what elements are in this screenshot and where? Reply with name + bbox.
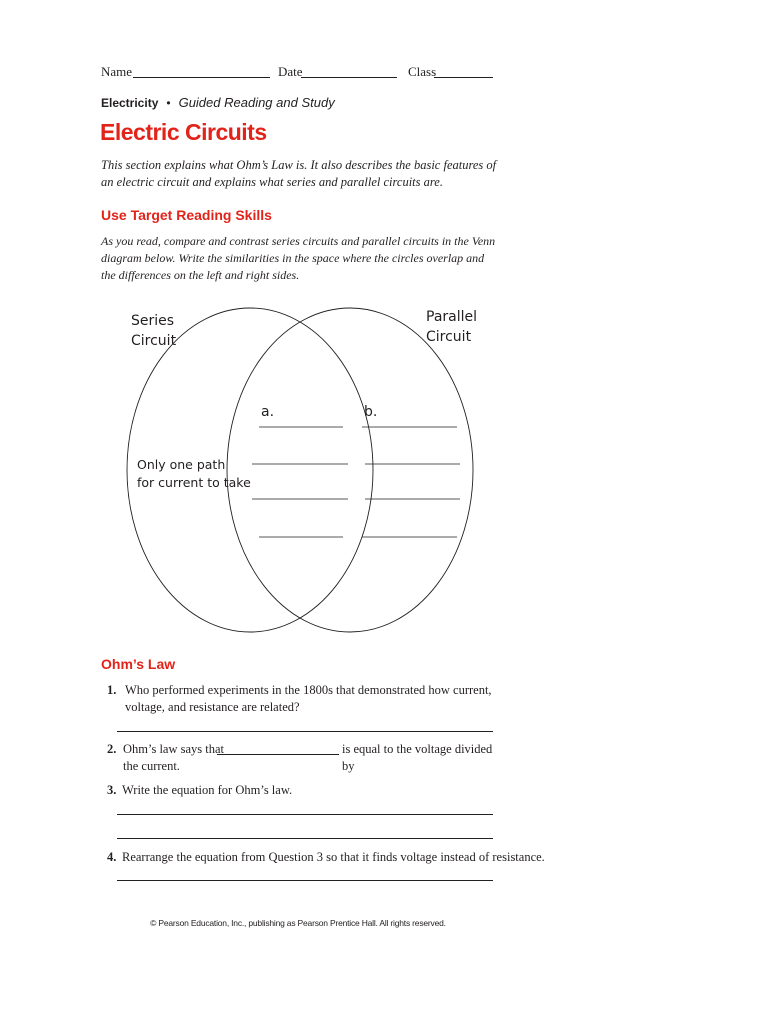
question-number: 2. [107, 742, 117, 756]
question-number: 4. [107, 850, 117, 864]
separator-bullet: • [166, 96, 171, 110]
series-label-line2: Circuit [131, 333, 177, 349]
student-info-row [101, 64, 501, 82]
question-text-line2: the current. [123, 759, 180, 773]
parallel-circuit-label [426, 307, 477, 347]
question-3-answer-line[interactable] [117, 814, 493, 815]
question-text-after: is equal to the voltage divided by [342, 742, 493, 773]
skills-heading: Use Target Reading Skills [101, 207, 272, 223]
question-3 [107, 782, 507, 802]
question-1 [107, 682, 507, 722]
parallel-label-line1: Parallel [426, 309, 478, 325]
question-text-before: Ohm’s law says that [123, 742, 225, 756]
question-4 [107, 849, 545, 869]
parallel-label-line2: Circuit [426, 329, 472, 345]
question-text: Rearrange the equation from Question 3 so that it finds voltage instead of resistance. [122, 850, 545, 864]
series-label-line1: Series [131, 313, 175, 329]
section-breadcrumb [101, 95, 335, 110]
question-3-answer-line[interactable] [117, 838, 493, 839]
question-2 [107, 741, 507, 781]
parallel-marker: b. [364, 404, 378, 420]
series-fact-line1: Only one path [137, 457, 226, 472]
question-2-blank[interactable] [217, 754, 339, 755]
date-label: Date [278, 64, 303, 79]
page-title: Electric Circuits [100, 119, 267, 145]
class-field[interactable] [434, 77, 493, 78]
series-fact-line2: for current to take [137, 475, 251, 490]
intro-text: This section explains what Ohm’s Law is. It also describes the basic features of an electric circuit and explains what series and parallel circuits are. [101, 158, 497, 189]
copyright-footer: © Pearson Education, Inc., publishing as Pearson Prentice Hall. All rights reserved. [150, 918, 446, 928]
question-number: 1. [107, 683, 117, 697]
ohms-law-heading: Ohm’s Law [101, 656, 176, 672]
parallel-circle [227, 308, 473, 632]
question-1-answer-line[interactable] [117, 731, 493, 732]
question-text: Who performed experiments in the 1800s that demonstrated how current, voltage, and resistance are related? [125, 683, 492, 714]
subject-label: Electricity [101, 96, 159, 110]
question-4-answer-line[interactable] [117, 880, 493, 881]
series-circuit-label [131, 311, 176, 351]
skills-instructions: As you read, compare and contrast series circuits and parallel circuits in the Venn diagram below. Write the similarities in the space where the circles overlap and the differences on the left and right sides. [101, 234, 496, 282]
name-label: Name [101, 64, 133, 79]
series-fact [137, 456, 251, 492]
name-field[interactable] [133, 77, 270, 78]
class-label: Class [408, 64, 437, 79]
date-field[interactable] [301, 77, 397, 78]
overlap-marker: a. [261, 404, 275, 420]
question-text: Write the equation for Ohm’s law. [122, 783, 293, 797]
question-number: 3. [107, 783, 117, 797]
section-kind: Guided Reading and Study [178, 95, 335, 110]
